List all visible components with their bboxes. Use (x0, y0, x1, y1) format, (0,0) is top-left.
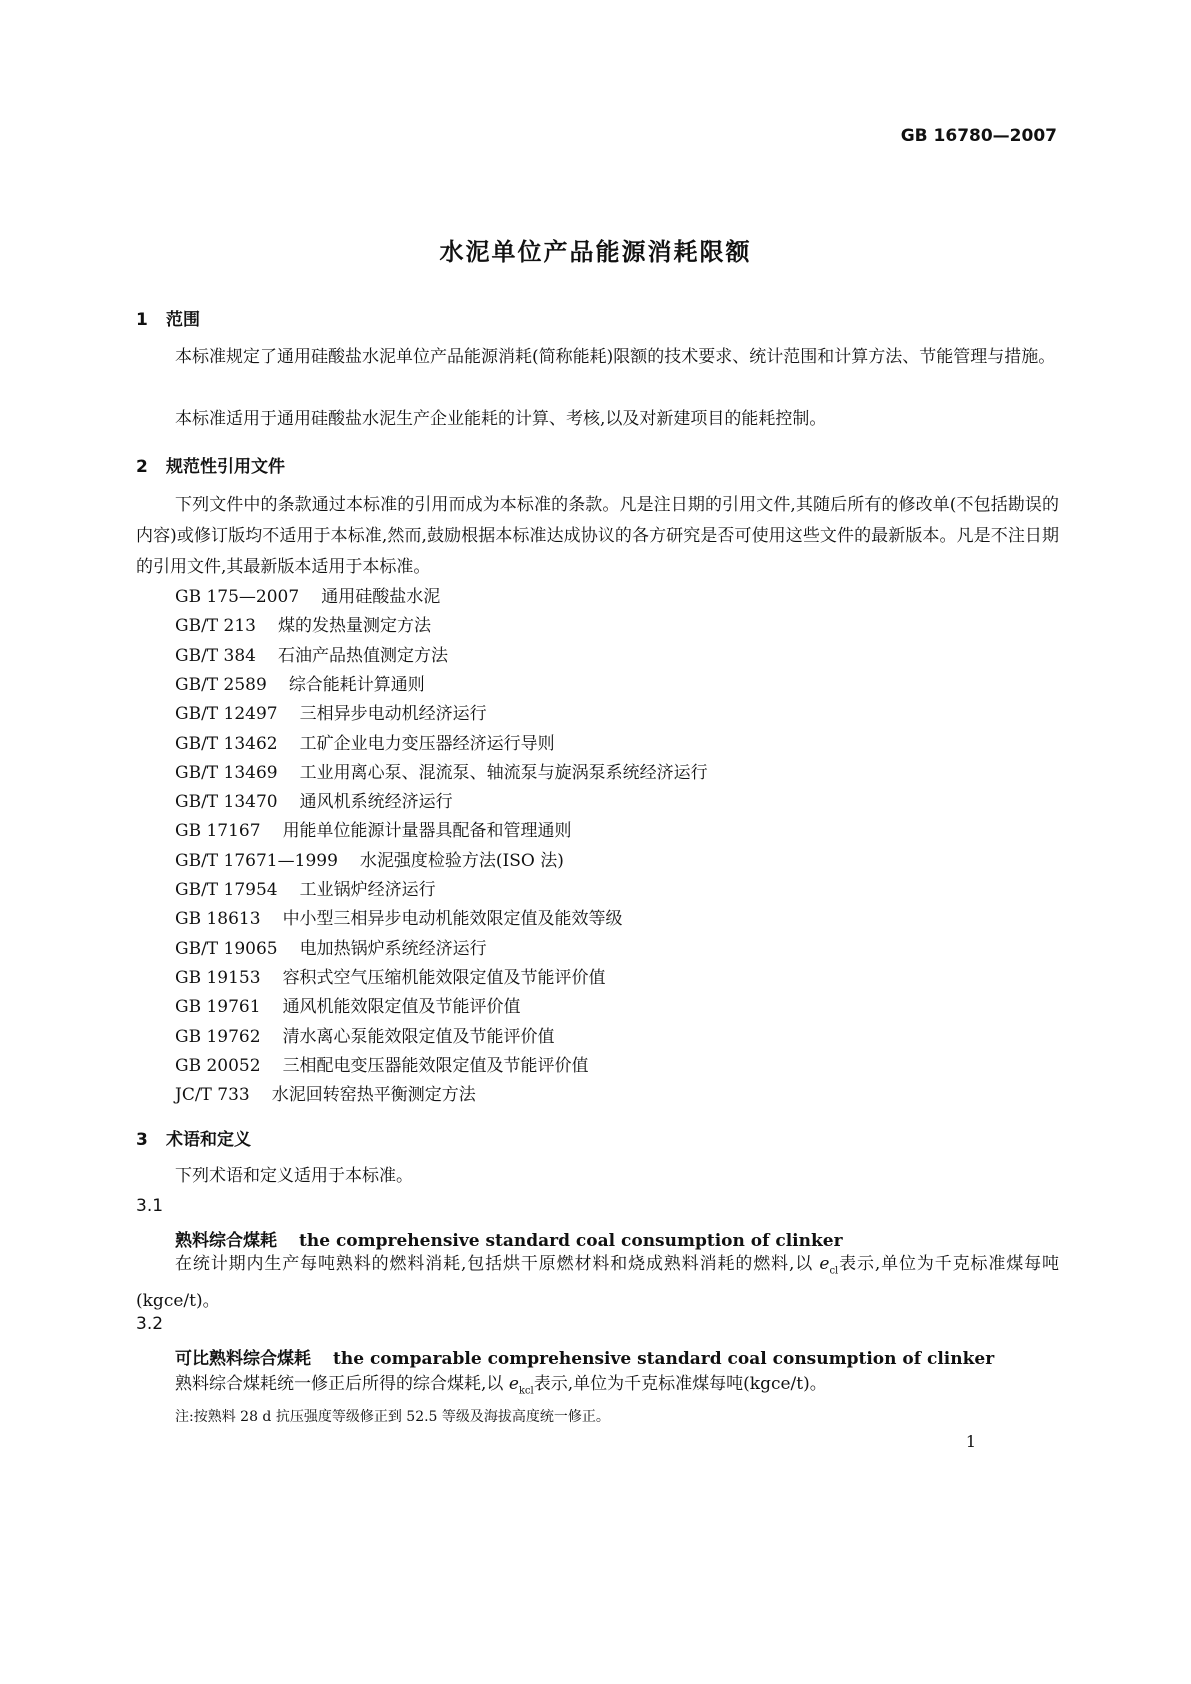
section-number: 1 (136, 310, 148, 330)
section-2-intro: 下列文件中的条款通过本标准的引用而成为本标准的条款。凡是注日期的引用文件,其随后所有的修改单(不包括勘误的内容)或修订版均不适用于本标准,然而,鼓励根据本标准达成协议的各方研究是否可使用这些文件的最新版本。凡是不注日期的引用文件,其最新版本适用于本标准。 (136, 495, 1059, 577)
symbol-letter: e (508, 1374, 519, 1394)
section-3-intro: 下列术语和定义适用于本标准。 (175, 1166, 413, 1186)
clause-3-2-term (175, 1344, 994, 1369)
term-chinese: 熟料综合煤耗 (175, 1231, 277, 1251)
reference-title: 中小型三相异步电动机能效限定值及能效等级 (282, 909, 623, 930)
reference-item (175, 670, 425, 695)
term-english: the comparable comprehensive standard coal consumption of clinker (333, 1349, 995, 1369)
reference-title: 工业用离心泵、混流泵、轴流泵与旋涡泵系统经济运行 (299, 762, 708, 783)
definition-text: 熟料综合煤耗统一修正后所得的综合煤耗,以 (175, 1374, 509, 1394)
reference-title: 工业锅炉经济运行 (299, 880, 436, 900)
reference-item (175, 641, 448, 666)
reference-title: 用能单位能源计量器具配备和管理通则 (282, 821, 572, 842)
reference-item (175, 934, 487, 959)
reference-item (175, 1051, 589, 1076)
clause-3-2-number: 3.2 (136, 1314, 164, 1334)
term-english: the comprehensive standard coal consumption of clinker (299, 1231, 843, 1251)
reference-item (175, 787, 453, 812)
section-1-paragraph-2: 本标准适用于通用硅酸盐水泥生产企业能耗的计算、考核,以及对新建项目的能耗控制。 (175, 409, 827, 429)
clause-3-1-term (175, 1226, 843, 1251)
reference-item (175, 582, 440, 607)
reference-title: 三相配电变压器能效限定值及节能评价值 (282, 1055, 589, 1076)
section-title: 范围 (166, 310, 200, 330)
reference-code: GB/T 384 (175, 645, 256, 666)
reference-code: GB/T 213 (175, 616, 256, 637)
reference-title: 工矿企业电力变压器经济运行导则 (299, 733, 555, 754)
reference-title: 石油产品热值测定方法 (278, 645, 448, 666)
reference-code: GB/T 17671—1999 (175, 850, 338, 871)
page-number: 1 (965, 1432, 976, 1451)
reference-code: GB 19153 (175, 967, 261, 988)
reference-title: 综合能耗计算通则 (288, 674, 425, 695)
reference-item (175, 758, 708, 783)
reference-item (175, 699, 487, 724)
section-1-paragraph-1: 本标准规定了通用硅酸盐水泥单位产品能源消耗(简称能耗)限额的技术要求、统计范围和计算方法、节能管理与措施。 (175, 347, 1056, 367)
reference-title: 三相异步电动机经济运行 (299, 704, 487, 725)
reference-code: GB/T 13469 (175, 762, 278, 783)
reference-code: GB/T 17954 (175, 880, 278, 900)
reference-code: GB/T 19065 (175, 938, 278, 959)
reference-code: GB/T 13470 (175, 792, 278, 813)
reference-code: GB/T 13462 (175, 733, 278, 754)
reference-item (175, 992, 521, 1017)
reference-title: 水泥回转窑热平衡测定方法 (271, 1085, 476, 1106)
document-title: 水泥单位产品能源消耗限额 (439, 238, 752, 266)
section-2-heading (136, 452, 285, 477)
section-1-heading (136, 305, 200, 330)
symbol-subscript: cl (829, 1265, 839, 1277)
definition-text: 表示,单位为千克标准煤每吨(kgce/t)。 (136, 1254, 1059, 1312)
reference-title: 电加热锅炉系统经济运行 (299, 938, 487, 959)
section-number: 2 (136, 457, 148, 477)
reference-code: GB/T 2589 (175, 674, 267, 695)
reference-item (175, 816, 572, 841)
section-title: 规范性引用文件 (166, 457, 285, 477)
section-title: 术语和定义 (166, 1130, 251, 1150)
symbol-subscript: kcl (518, 1385, 534, 1397)
definition-text: 在统计期内生产每吨熟料的燃料消耗,包括烘干原燃材料和烧成熟料消耗的燃料,以 (175, 1254, 820, 1274)
symbol-letter: e (819, 1254, 830, 1274)
reference-code: GB 19762 (175, 1026, 261, 1047)
clause-3-1-definition (136, 1249, 1059, 1317)
reference-item (175, 963, 606, 988)
reference-title: 通风机系统经济运行 (299, 792, 453, 813)
symbol-ekcl (508, 1374, 534, 1397)
reference-item (175, 611, 431, 636)
reference-item (175, 846, 564, 871)
reference-code: GB 19761 (175, 997, 261, 1018)
reference-title: 通用硅酸盐水泥 (321, 587, 441, 607)
reference-code: GB 20052 (175, 1055, 261, 1076)
reference-item (175, 1022, 555, 1047)
clause-3-2-note: 注:按熟料 28 d 抗压强度等级修正到 52.5 等级及海拔高度统一修正。 (175, 1409, 610, 1425)
reference-code: GB 175—2007 (175, 587, 300, 607)
clause-3-1-number: 3.1 (136, 1196, 164, 1216)
reference-item (175, 1080, 476, 1105)
reference-code: GB 18613 (175, 909, 261, 930)
term-chinese: 可比熟料综合煤耗 (175, 1349, 311, 1369)
symbol-ecl (819, 1254, 839, 1277)
definition-text: 表示,单位为千克标准煤每吨(kgce/t)。 (533, 1374, 827, 1394)
section-3-heading (136, 1125, 251, 1150)
reference-code: GB 17167 (175, 821, 261, 842)
reference-code: JC/T 733 (175, 1085, 250, 1106)
standard-number: GB 16780—2007 (900, 126, 1057, 146)
clause-3-2-definition (136, 1369, 1059, 1406)
reference-title: 清水离心泵能效限定值及节能评价值 (282, 1026, 555, 1047)
reference-item (175, 729, 555, 754)
reference-item (175, 875, 436, 900)
section-number: 3 (136, 1130, 148, 1150)
reference-code: GB/T 12497 (175, 704, 278, 725)
reference-title: 煤的发热量测定方法 (278, 616, 431, 637)
reference-title: 水泥强度检验方法(ISO 法) (359, 850, 564, 871)
reference-title: 通风机能效限定值及节能评价值 (282, 997, 521, 1018)
reference-item (175, 904, 623, 929)
reference-title: 容积式空气压缩机能效限定值及节能评价值 (282, 967, 606, 988)
